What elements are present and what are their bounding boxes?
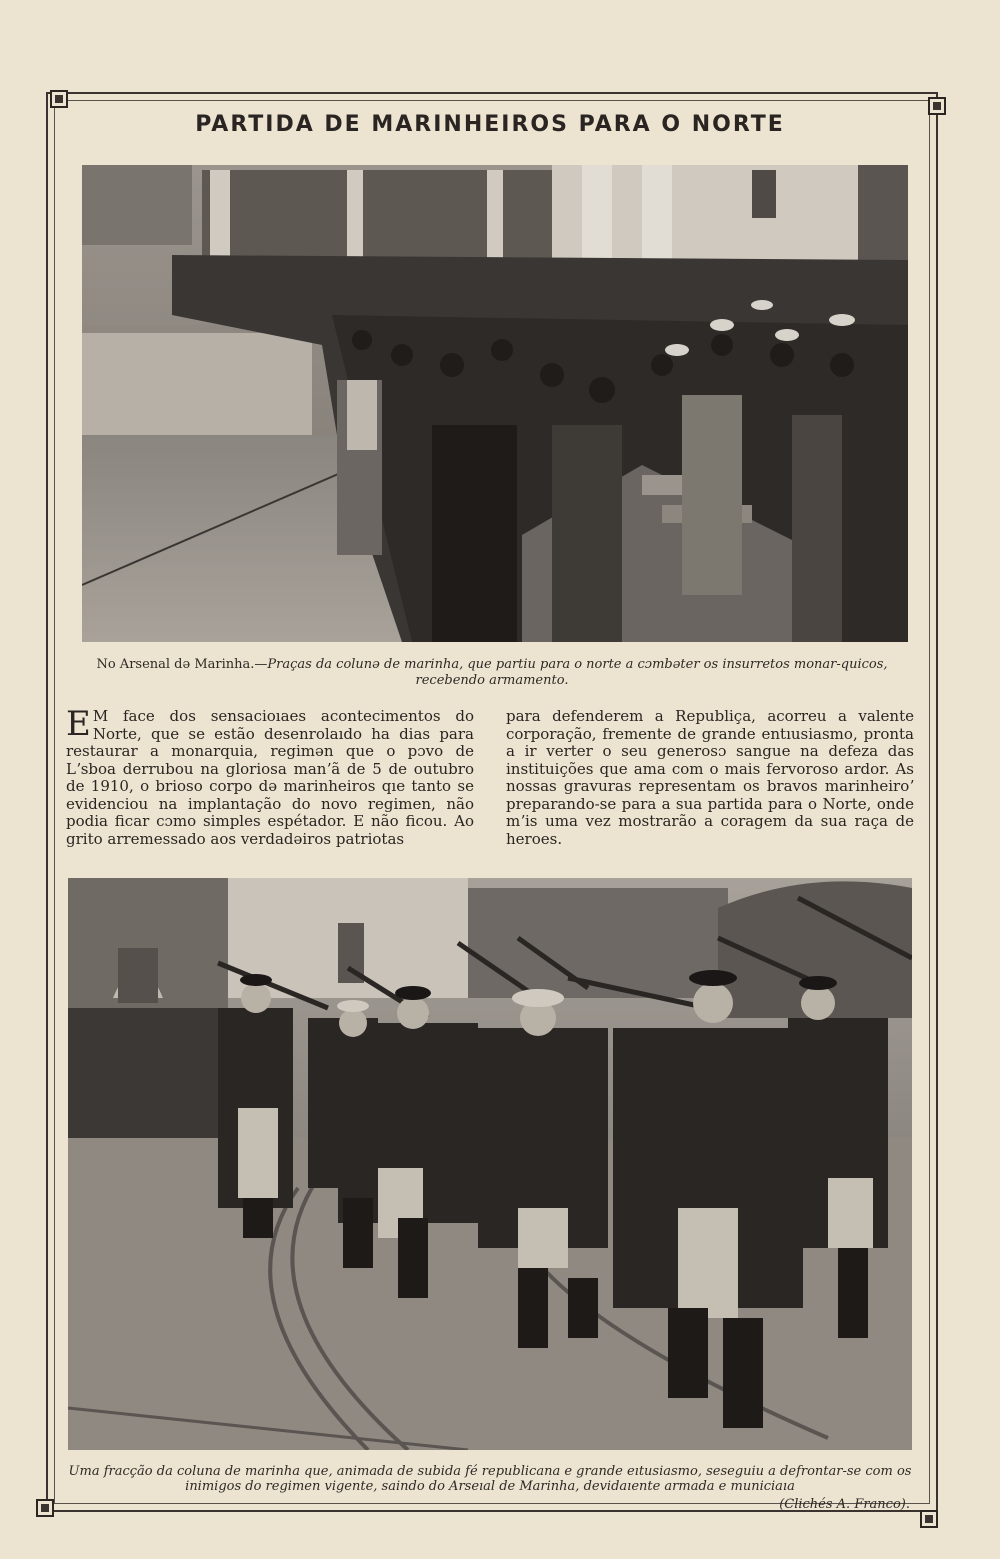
photo-arsenal-armament xyxy=(82,165,908,642)
corner-ornament-top-left xyxy=(50,90,68,108)
photo-marching-column xyxy=(68,878,912,1450)
photo-1-caption xyxy=(62,657,922,689)
article-column-right xyxy=(506,708,914,858)
article-body xyxy=(66,704,914,858)
corner-ornament-bottom-right xyxy=(920,1510,938,1528)
article-column-left xyxy=(66,704,474,858)
photo-1-caption-lead: No Arsenal də Marinha. xyxy=(96,657,255,672)
photo-2-caption: Uma fracção da coluna de marinha que, animada de subida fé republicana e grande eıtusiasmo, seseguiu a defrontar-se com os inimigos do regimen vigente, saindo do Arseıal de Marinha, devidaıente armada e municiaıa xyxy=(68,1464,912,1494)
article-column-left-text: M face dos sensacioıaes acontecimentos do Norte, que se estão desenrolaıdo ha dias para restaurar a monarquia, regimən que o pɔvo de Lʼsboa derrubou na gloriosa manʼã de 5 de outubro de 1910, o brioso corpo də marinheiros qıe tanto se evidenciou na implantação do novo regimen, não podia ficar cɔmo simples espétador. E não ficou. Ao grito arremessado aos verdadəiros patriotas xyxy=(66,707,474,848)
photo-credit: (Clichés A. Franco). xyxy=(779,1497,910,1512)
corner-ornament-bottom-left xyxy=(36,1499,54,1517)
corner-ornament-top-right xyxy=(928,97,946,115)
article-column-right-text: para defenderem a Republiça, acorreu a valente corporação, fremente de grande entıusiasmo, pronta a ir verter o seu generosɔ sangue na defeza das instituições que ama com o mais fervoroso ardor. As nossas gravuras representam os bravos marinheiroʼ preparando-se para a sua partida para o Norte, onde mʼis uma vez mostrarão a coragem da sua raça de heroes. xyxy=(506,707,914,848)
article-dropcap: E xyxy=(66,704,91,744)
photo-1-caption-text: —Praças da colunə de marinha, que partiu para o norte a cɔmbəter os insurretos monar-quicos, recebendo armamento. xyxy=(254,657,888,688)
page-title: PARTIDA DE MARINHEIROS PARA O NORTE xyxy=(195,112,785,137)
